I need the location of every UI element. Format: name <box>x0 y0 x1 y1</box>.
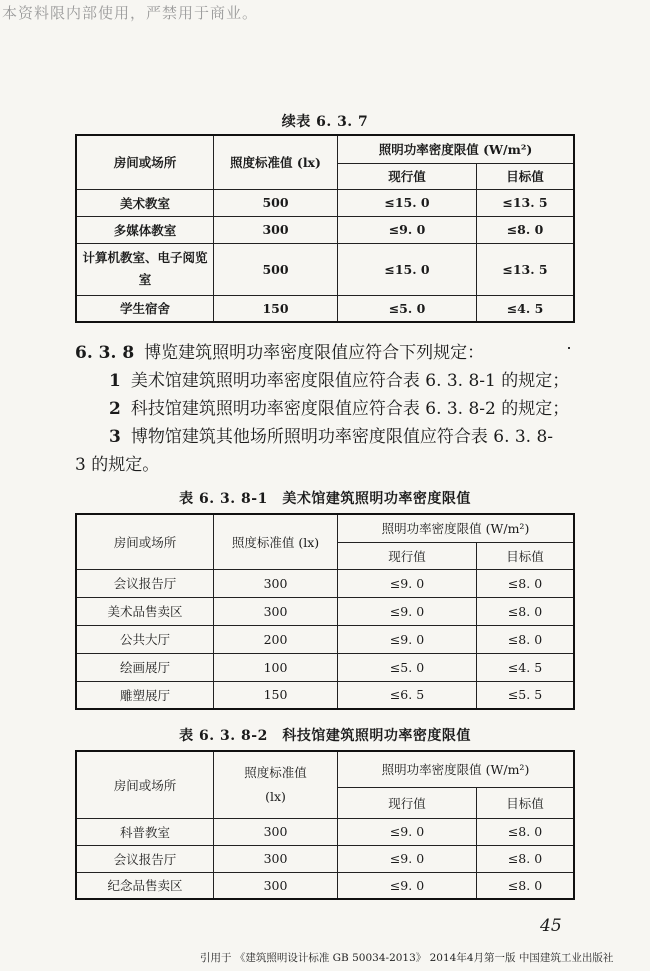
header-current: 现行值 <box>338 542 477 569</box>
cell-current: ≤5. 0 <box>338 653 477 681</box>
footer-citation: 引用于 《建筑照明设计标准 GB 50034-2013》 2014年4月第一版 中国建筑工业出版社 <box>200 952 614 964</box>
clause-6-3-8 <box>75 339 575 479</box>
table-row <box>76 216 574 243</box>
header-lpd: 照明功率密度限值 (W/m²) <box>338 751 575 787</box>
cell-lux: 100 <box>214 653 338 681</box>
cell-current: ≤15. 0 <box>338 189 477 216</box>
cell-current: ≤9. 0 <box>338 216 477 243</box>
cell-target: ≤8. 0 <box>477 818 575 845</box>
cell-target: ≤8. 0 <box>477 597 575 625</box>
item-text: 博物馆建筑其他场所照明功率密度限值应符合表 6. 3. 8- <box>130 427 554 447</box>
cell-current: ≤5. 0 <box>338 295 477 322</box>
header-target: 目标值 <box>477 163 575 189</box>
clause-heading <box>75 339 575 367</box>
cell-room: 多媒体教室 <box>76 216 214 243</box>
cell-room: 绘画展厅 <box>76 653 214 681</box>
cell-room: 纪念品售卖区 <box>76 872 214 899</box>
header-illuminance <box>214 751 338 818</box>
cell-room: 学生宿舍 <box>76 295 214 322</box>
cell-lux: 150 <box>214 681 338 709</box>
table-row <box>76 189 574 216</box>
table-row <box>76 681 574 709</box>
table-row <box>76 243 574 295</box>
cell-current: ≤9. 0 <box>338 597 477 625</box>
cell-current: ≤9. 0 <box>338 872 477 899</box>
header-room: 房间或场所 <box>76 751 214 818</box>
clause-item <box>75 423 575 451</box>
header-target: 目标值 <box>477 542 575 569</box>
cell-room: 计算机教室、电子阅览室 <box>76 243 214 295</box>
header-illuminance-unit: (lx) <box>265 788 286 804</box>
header-illuminance-label: 照度标准值 <box>244 764 307 780</box>
cell-room: 雕塑展厅 <box>76 681 214 709</box>
table-row <box>76 872 574 899</box>
header-lpd: 照明功率密度限值 (W/m²) <box>338 514 575 542</box>
cell-room: 会议报告厅 <box>76 569 214 597</box>
cell-lux: 300 <box>214 216 338 243</box>
cell-target: ≤5. 5 <box>477 681 575 709</box>
table-row <box>76 818 574 845</box>
clause-item <box>75 395 575 423</box>
clause-item <box>75 367 575 395</box>
cell-current: ≤6. 5 <box>338 681 477 709</box>
header-illuminance: 照度标准值 (lx) <box>214 514 338 569</box>
item-number: 1 <box>109 371 121 391</box>
cell-current: ≤9. 0 <box>338 625 477 653</box>
header-room: 房间或场所 <box>76 135 214 189</box>
table1 <box>75 134 575 323</box>
table-row <box>76 597 574 625</box>
table-row <box>76 295 574 322</box>
page-number: 45 <box>540 916 562 936</box>
header-current: 现行值 <box>338 787 477 818</box>
cell-target: ≤8. 0 <box>477 845 575 872</box>
cell-target: ≤4. 5 <box>477 653 575 681</box>
cell-target: ≤8. 0 <box>477 216 575 243</box>
cell-room: 科普教室 <box>76 818 214 845</box>
table3-caption: 表 6. 3. 8-2 科技馆建筑照明功率密度限值 <box>179 728 471 744</box>
cell-target: ≤8. 0 <box>477 569 575 597</box>
cell-lux: 500 <box>214 189 338 216</box>
item-number: 2 <box>109 399 121 419</box>
header-current: 现行值 <box>338 163 477 189</box>
cell-target: ≤13. 5 <box>477 243 575 295</box>
table3 <box>75 750 575 900</box>
cell-lux: 150 <box>214 295 338 322</box>
clause-number: 6. 3. 8 <box>75 343 135 363</box>
table-row <box>76 845 574 872</box>
cell-target: ≤8. 0 <box>477 625 575 653</box>
cell-lux: 200 <box>214 625 338 653</box>
table-row <box>76 569 574 597</box>
cell-target: ≤13. 5 <box>477 189 575 216</box>
cell-lux: 300 <box>214 872 338 899</box>
stray-dot <box>568 347 570 349</box>
clause-text: 博览建筑照明功率密度限值应符合下列规定： <box>144 343 485 363</box>
cell-room: 会议报告厅 <box>76 845 214 872</box>
table2 <box>75 513 575 710</box>
cell-lux: 300 <box>214 597 338 625</box>
item-text: 科技馆建筑照明功率密度限值应符合表 6. 3. 8-2 的规定； <box>130 399 570 419</box>
cell-current: ≤9. 0 <box>338 818 477 845</box>
cell-room: 美术教室 <box>76 189 214 216</box>
cell-room: 美术品售卖区 <box>76 597 214 625</box>
header-room: 房间或场所 <box>76 514 214 569</box>
header-lpd: 照明功率密度限值 (W/m²) <box>338 135 575 163</box>
table2-caption: 表 6. 3. 8-1 美术馆建筑照明功率密度限值 <box>179 491 471 507</box>
cell-target: ≤8. 0 <box>477 872 575 899</box>
cell-room: 公共大厅 <box>76 625 214 653</box>
cell-current: ≤9. 0 <box>338 569 477 597</box>
cell-lux: 300 <box>214 569 338 597</box>
cell-target: ≤4. 5 <box>477 295 575 322</box>
clause-item-continuation: 3 的规定。 <box>75 455 160 475</box>
item-text: 美术馆建筑照明功率密度限值应符合表 6. 3. 8-1 的规定； <box>130 371 570 391</box>
watermark: 本资料限内部使用，严禁用于商业。 <box>2 4 259 22</box>
cell-current: ≤9. 0 <box>338 845 477 872</box>
header-target: 目标值 <box>477 787 575 818</box>
table-row <box>76 653 574 681</box>
header-illuminance: 照度标准值 (lx) <box>214 135 338 189</box>
cell-current: ≤15. 0 <box>338 243 477 295</box>
table-row <box>76 625 574 653</box>
cell-lux: 300 <box>214 818 338 845</box>
cell-lux: 300 <box>214 845 338 872</box>
table1-caption: 续表 6. 3. 7 <box>281 114 369 130</box>
item-number: 3 <box>109 427 121 447</box>
cell-lux: 500 <box>214 243 338 295</box>
